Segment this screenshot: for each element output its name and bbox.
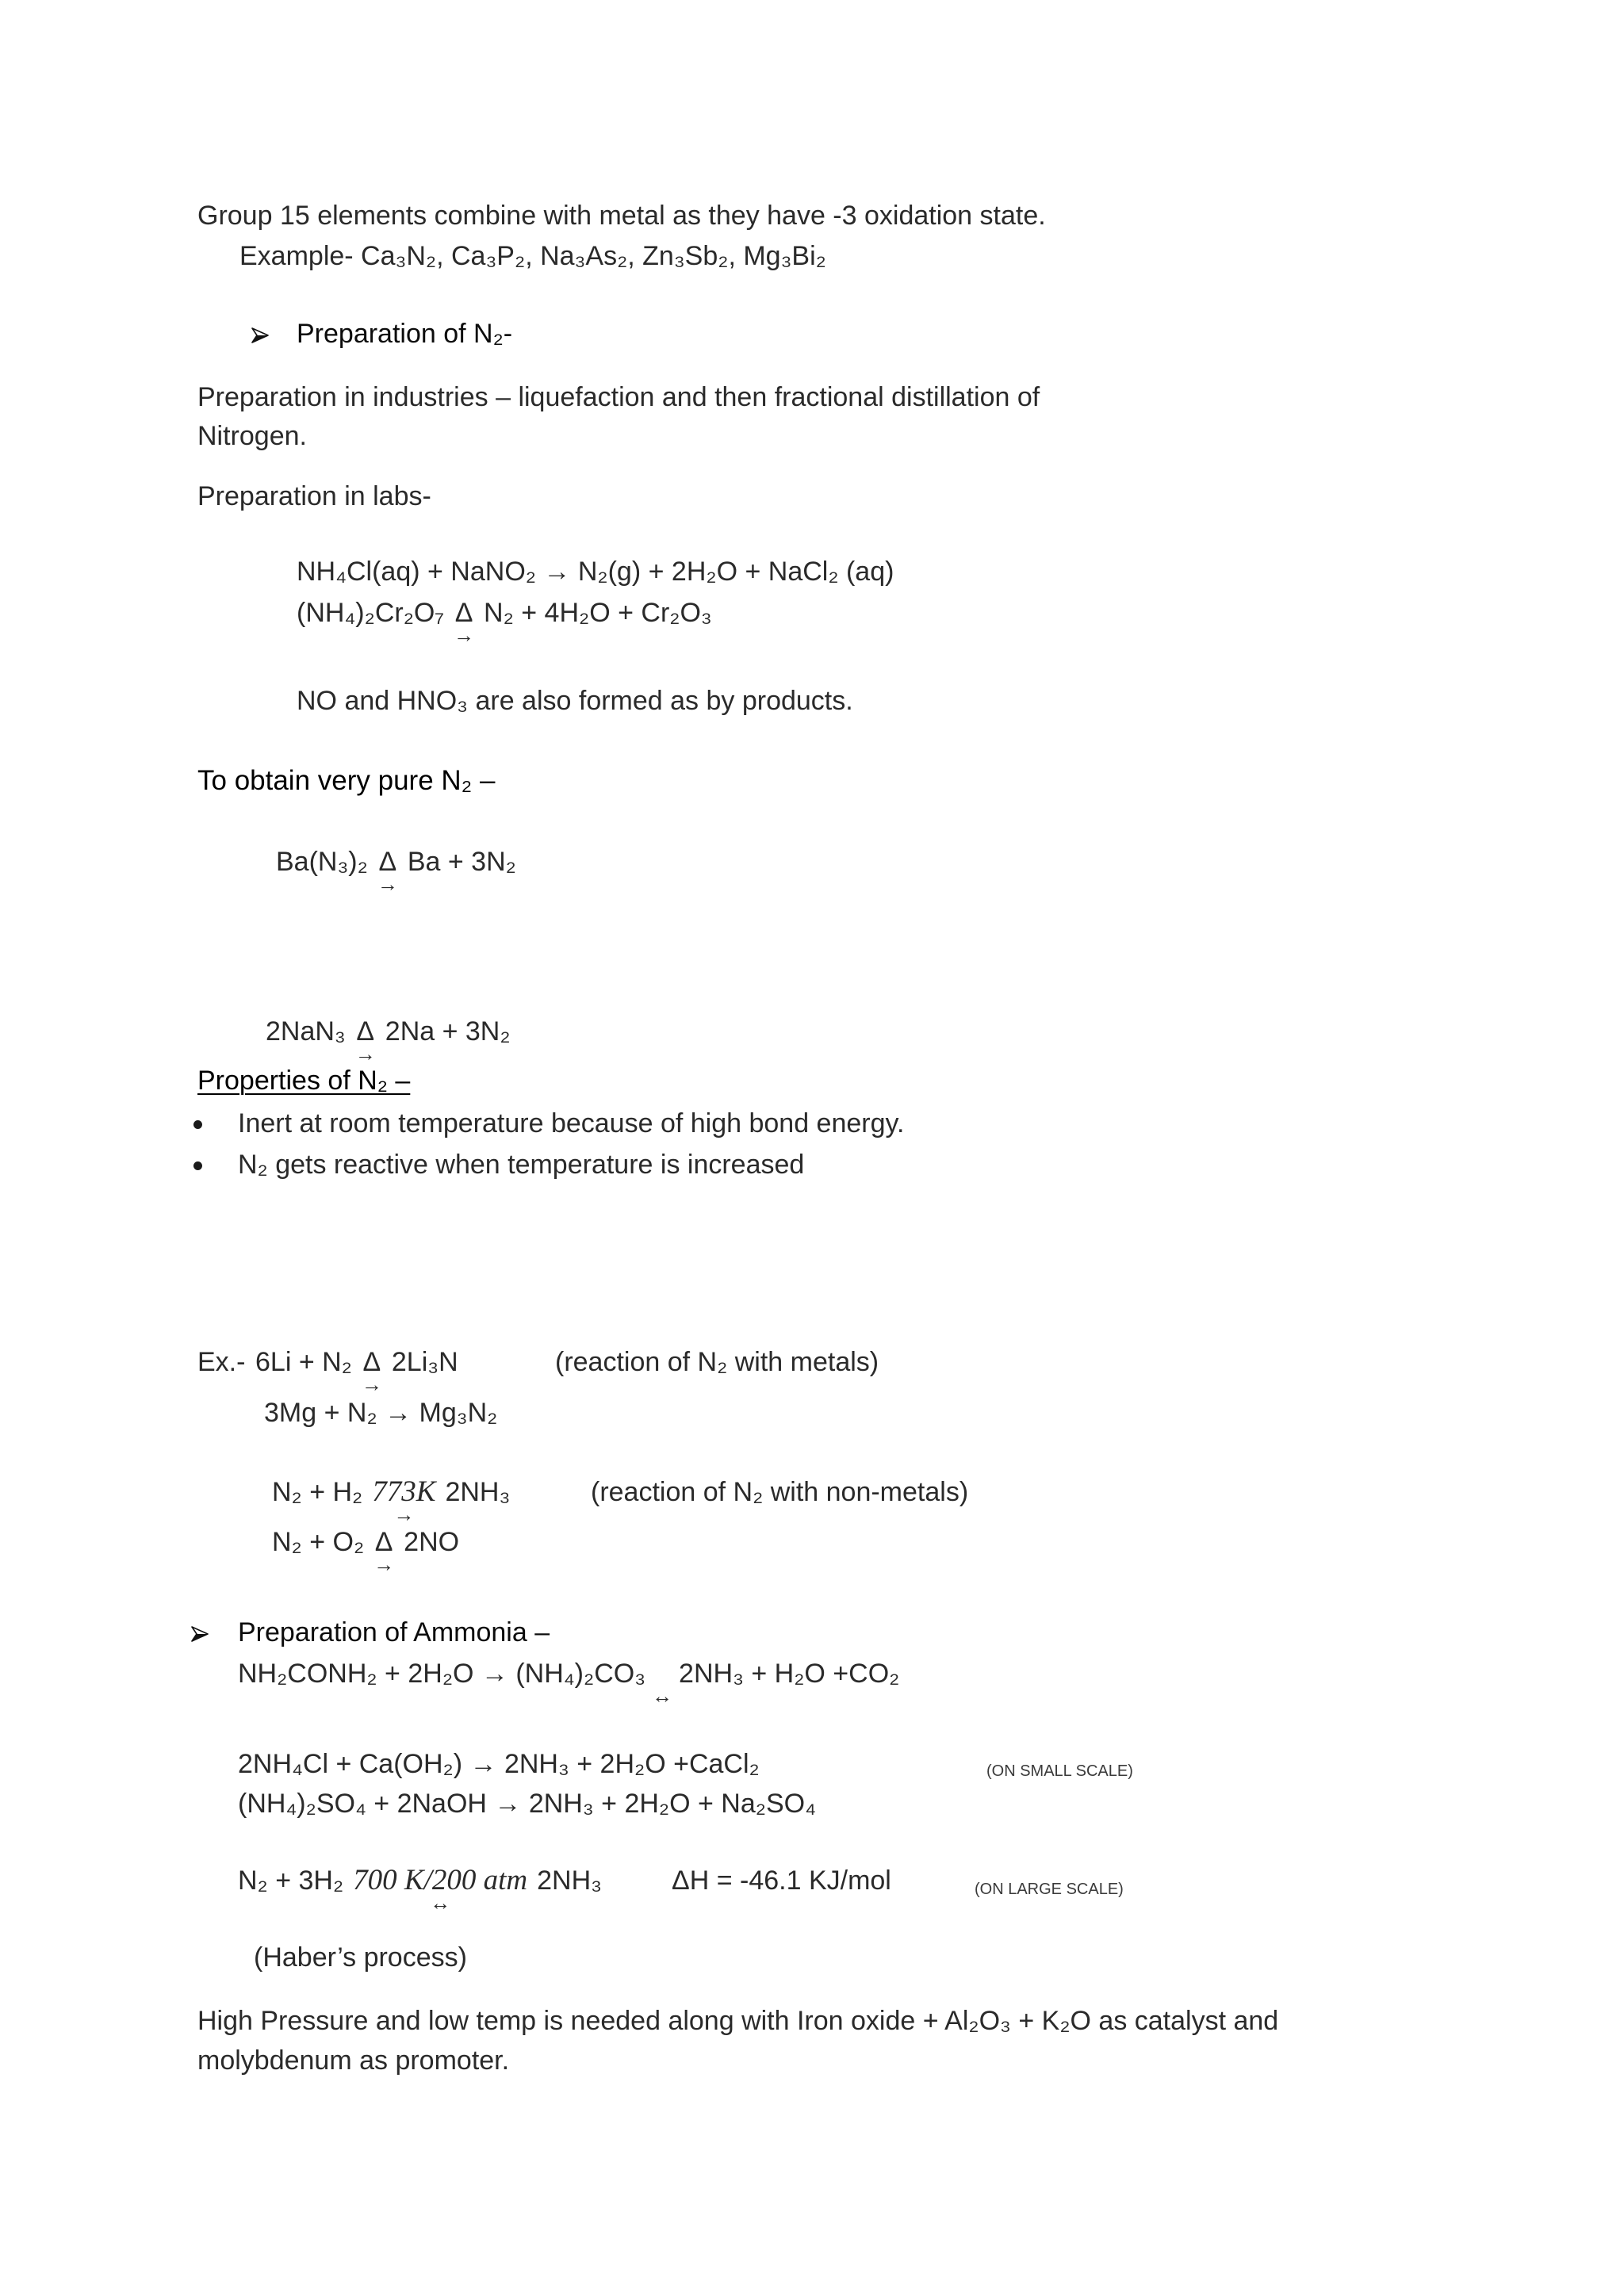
reaction-condition <box>652 1655 673 1708</box>
haber-reaction <box>238 1862 603 1915</box>
arrow-bullet-icon <box>251 327 270 344</box>
property-bullet-2: N₂ gets reactive when temperature is increased <box>238 1150 805 1180</box>
temperature-pressure-condition: 700 K/200 atm <box>353 1864 528 1896</box>
heat-symbol: Δ <box>374 1527 393 1557</box>
intro-example: Example- Ca₃N₂, Ca₃P₂, Na₃As₂, Zn₃Sb₂, Mg₃Bi₂ <box>239 241 826 271</box>
reaction-arrow: → <box>454 623 475 647</box>
bullet-dot-icon <box>193 1120 202 1129</box>
small-scale-label: (ON SMALL SCALE) <box>986 1762 1133 1780</box>
reaction-arrow: → <box>393 1502 415 1526</box>
reaction-condition <box>361 1343 382 1396</box>
reaction-arrow: → <box>361 1372 382 1396</box>
catalyst-text-line-1: High Pressure and low temp is needed along with Iron oxide + Al₂O₃ + K₂O as catalyst and <box>197 2006 1279 2036</box>
small-scale-reaction-2: (NH₄)₂SO₄ + 2NaOH → 2NH₃ + 2H₂O + Na₂SO₄ <box>238 1789 816 1819</box>
products: 2Li₃N <box>391 1347 458 1377</box>
products: N₂ + 4H₂O + Cr₂O₃ <box>484 598 712 628</box>
metal-reaction-magnesium: 3Mg + N₂ → Mg₃N₂ <box>264 1398 498 1428</box>
nonmetal-reaction-hydrogen <box>272 1473 511 1526</box>
property-bullet-1: Inert at room temperature because of high bond energy. <box>238 1108 905 1138</box>
products: 2NH₃ + H₂O +CO₂ <box>679 1659 900 1689</box>
intro-line: Group 15 elements combine with metal as they have -3 oxidation state. <box>197 201 1046 231</box>
products: Ba + 3N₂ <box>407 847 516 877</box>
reactant: N₂ + H₂ <box>272 1477 363 1507</box>
reaction-note-non-metals: (reaction of N₂ with non-metals) <box>591 1477 969 1507</box>
section-heading-properties-n2: Properties of N₂ – <box>197 1066 411 1096</box>
reactant: (NH₄)₂Cr₂O₇ <box>297 598 445 628</box>
temperature-condition: 773K <box>372 1475 436 1508</box>
example-label: Ex.- <box>197 1347 246 1377</box>
industries-text-line-2: Nitrogen. <box>197 421 307 451</box>
section-heading-preparation-ammonia: Preparation of Ammonia – <box>238 1617 550 1647</box>
lab-reaction-1: NH₄Cl(aq) + NaNO₂ → N₂(g) + 2H₂O + NaCl₂ (aq) <box>297 557 894 587</box>
reaction-condition <box>377 843 398 896</box>
reaction-note-metals: (reaction of N₂ with metals) <box>555 1347 879 1377</box>
products: 2NO <box>404 1527 460 1557</box>
reactant: NH₂CONH₂ + 2H₂O → (NH₄)₂CO₃ <box>238 1659 646 1689</box>
reaction-arrow: → <box>354 1042 376 1066</box>
products: 2Na + 3N₂ <box>385 1016 511 1047</box>
labs-label: Preparation in labs- <box>197 481 431 511</box>
nonmetal-reaction-oxygen <box>272 1523 460 1576</box>
reactant: 2NaN₃ <box>266 1016 346 1047</box>
metal-reaction-lithium <box>255 1343 458 1396</box>
enthalpy-value: ΔH = -46.1 KJ/mol <box>672 1866 891 1896</box>
reaction-arrow: → <box>373 1552 395 1576</box>
reactant: Ba(N₃)₂ <box>276 847 368 877</box>
products: 2NH₃ <box>537 1866 603 1896</box>
lab-reaction-2 <box>297 594 712 647</box>
arrow-bullet-icon <box>190 1625 209 1643</box>
small-scale-reaction-1: 2NH₄Cl + Ca(OH₂) → 2NH₃ + 2H₂O +CaCl₂ <box>238 1749 760 1779</box>
reaction-condition <box>353 1862 528 1915</box>
reversible-arrow: ↔ <box>430 1891 451 1915</box>
reversible-arrow: ↔ <box>652 1684 673 1708</box>
reactant: 6Li + N₂ <box>255 1347 352 1377</box>
reaction-arrow: → <box>377 872 398 896</box>
catalyst-text-line-2: molybdenum as promoter. <box>197 2045 510 2076</box>
haber-process-label: (Haber’s process) <box>254 1942 467 1973</box>
products: 2NH₃ <box>445 1477 511 1507</box>
section-heading-pure-n2: To obtain very pure N₂ – <box>197 765 496 796</box>
large-scale-label: (ON LARGE SCALE) <box>975 1881 1124 1898</box>
industries-text-line-1: Preparation in industries – liquefaction and then fractional distillation of <box>197 382 1040 412</box>
heat-symbol: Δ <box>362 1347 381 1377</box>
pure-n2-reaction-1 <box>276 843 516 896</box>
reactant: N₂ + 3H₂ <box>238 1866 344 1896</box>
reaction-condition <box>373 1523 395 1576</box>
heat-symbol: Δ <box>454 598 473 628</box>
reaction-condition <box>372 1473 436 1526</box>
heat-symbol: Δ <box>378 847 397 877</box>
heat-symbol: Δ <box>356 1016 375 1047</box>
pure-n2-reaction-2 <box>266 1012 511 1066</box>
reaction-condition <box>354 1012 376 1066</box>
section-heading-preparation-n2: Preparation of N₂- <box>297 319 513 349</box>
urea-hydrolysis-reaction <box>238 1655 900 1708</box>
bullet-dot-icon <box>193 1161 202 1170</box>
reaction-condition <box>454 594 475 647</box>
reactant: N₂ + O₂ <box>272 1527 365 1557</box>
byproducts-note: NO and HNO₃ are also formed as by products. <box>297 686 853 716</box>
